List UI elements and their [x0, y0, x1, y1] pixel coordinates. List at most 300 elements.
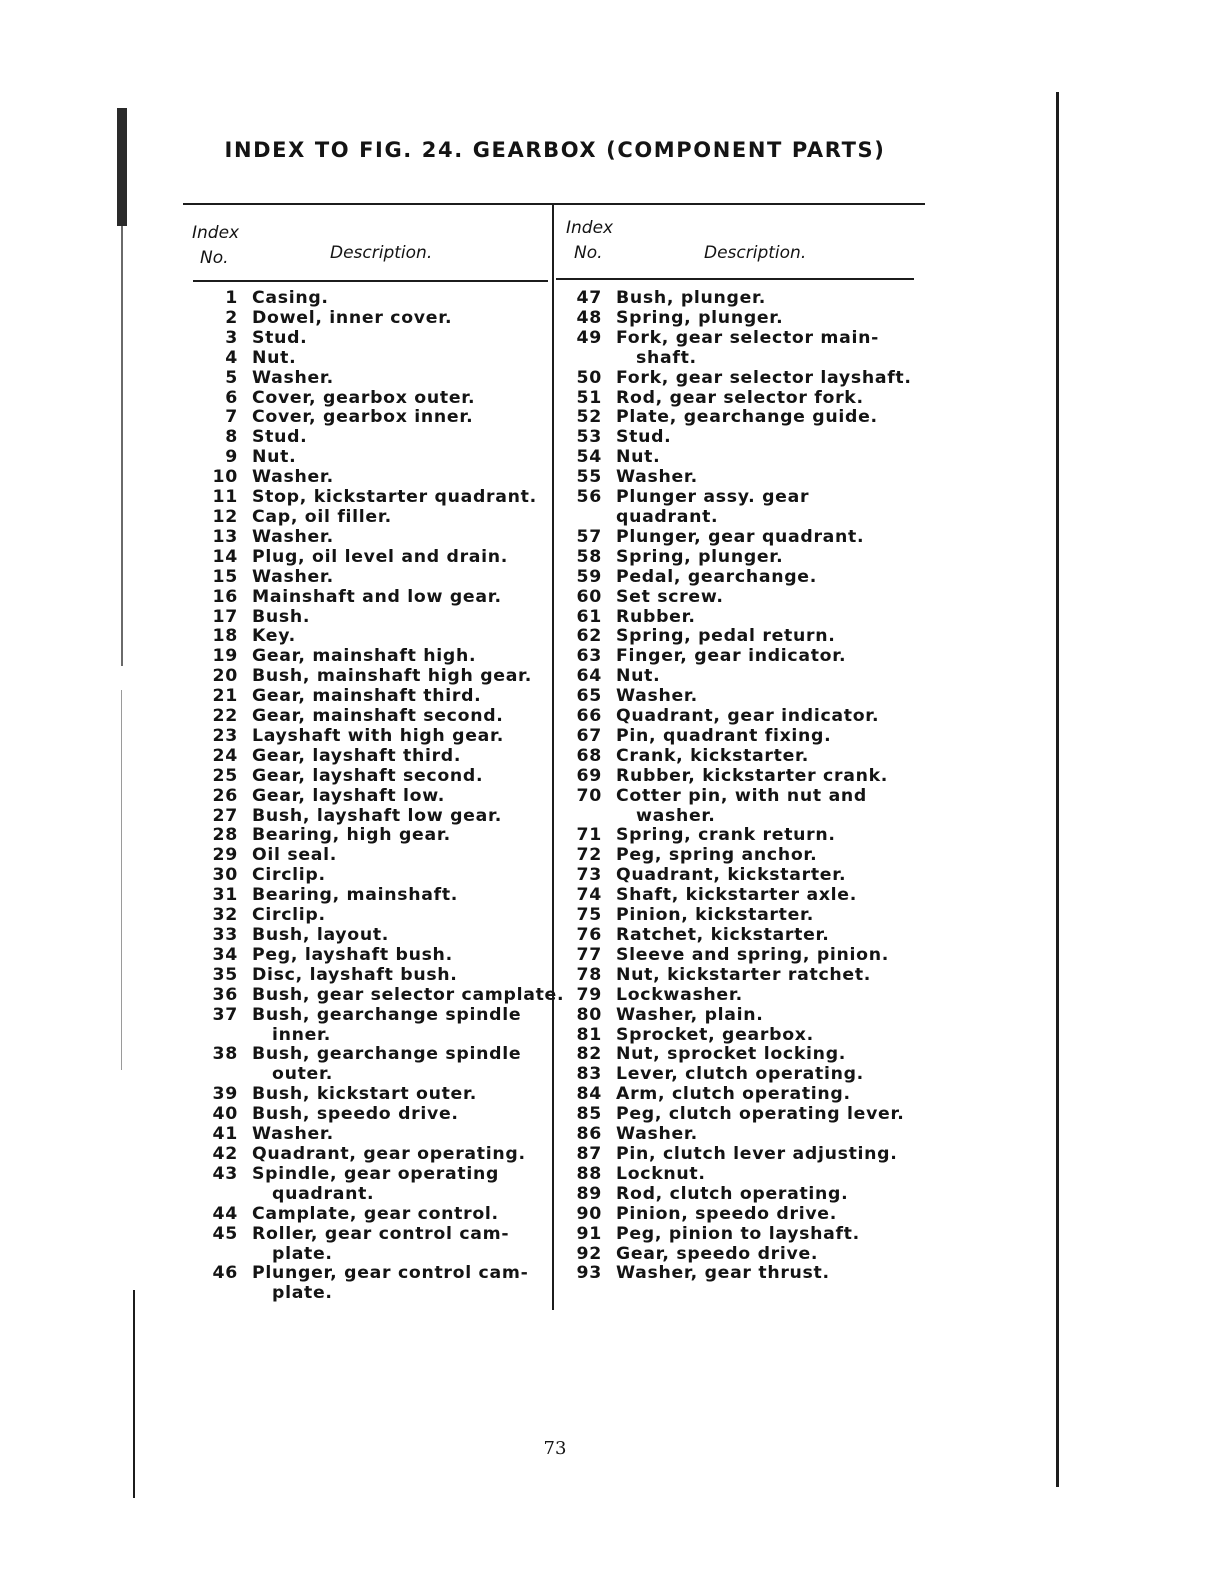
part-index-number: 7 — [225, 407, 238, 428]
part-description: Bush, gearchange spindle — [252, 1044, 522, 1065]
part-row — [190, 767, 570, 787]
part-index-number: 1 — [225, 288, 238, 308]
part-row — [190, 866, 570, 886]
part-index-number — [554, 349, 616, 369]
part-row — [554, 767, 914, 787]
part-index-number: 70 — [576, 785, 602, 806]
part-row — [554, 727, 914, 747]
part-row — [190, 1006, 570, 1026]
part-row — [554, 906, 914, 926]
part-description: Nut, sprocket locking. — [616, 1044, 847, 1065]
part-index-number: 46 — [212, 1263, 238, 1284]
part-row — [190, 647, 570, 667]
part-index-number: 85 — [576, 1104, 602, 1125]
part-description: Spring, plunger. — [616, 546, 784, 567]
part-row — [190, 1045, 570, 1065]
part-description: Bush, gear selector camplate. — [252, 984, 565, 1005]
part-description: Nut. — [252, 447, 297, 468]
part-row — [554, 528, 914, 548]
part-description: Gear, speedo drive. — [616, 1243, 819, 1264]
part-row — [190, 1205, 570, 1225]
part-index-number: 45 — [212, 1223, 238, 1244]
part-description: Nut. — [616, 666, 661, 687]
part-description: Gear, mainshaft third. — [252, 686, 482, 707]
part-row — [190, 588, 570, 608]
part-index-number: 81 — [576, 1024, 602, 1045]
part-row — [554, 1085, 914, 1105]
part-row — [190, 727, 570, 747]
part-description: Roller, gear control cam- — [252, 1223, 510, 1244]
part-description: Stud. — [616, 427, 672, 448]
part-row-continuation — [190, 1026, 570, 1046]
part-index-number: 62 — [576, 626, 602, 647]
part-index-number: 92 — [576, 1243, 602, 1264]
part-row-continuation — [190, 1185, 570, 1205]
part-description: outer. — [272, 1064, 333, 1085]
part-description: Gear, layshaft second. — [252, 765, 484, 786]
part-index-number: 74 — [576, 885, 602, 906]
part-index-number: 71 — [576, 825, 602, 846]
binding-edge-mark — [117, 108, 127, 226]
part-description: Shaft, kickstarter axle. — [616, 885, 857, 906]
part-index-number: 26 — [212, 785, 238, 806]
part-index-number: 40 — [212, 1104, 238, 1125]
part-description: Plunger assy. gear quadrant. — [616, 487, 810, 527]
part-index-number: 52 — [576, 407, 602, 428]
part-index-number: 27 — [212, 805, 238, 826]
part-index-number: 50 — [576, 367, 602, 388]
part-index-number: 82 — [576, 1044, 602, 1065]
part-index-number: 35 — [212, 964, 238, 985]
part-row — [554, 647, 914, 667]
part-row — [554, 946, 914, 966]
part-row — [190, 687, 570, 707]
part-row — [190, 468, 570, 488]
part-index-number: 5 — [225, 367, 238, 388]
part-row — [554, 568, 914, 588]
part-index-number: 14 — [212, 546, 238, 567]
part-index-number: 37 — [212, 1004, 238, 1025]
part-description: Cover, gearbox outer. — [252, 387, 476, 408]
part-row-continuation — [554, 349, 914, 369]
part-row — [554, 1264, 914, 1284]
left-description-label: Description. — [330, 243, 433, 263]
part-row-continuation — [190, 1245, 570, 1265]
part-description: plate. — [272, 1283, 333, 1304]
part-index-number: 84 — [576, 1084, 602, 1105]
part-description: Plug, oil level and drain. — [252, 546, 509, 567]
part-description: Quadrant, gear operating. — [252, 1143, 526, 1164]
part-index-number: 68 — [576, 745, 602, 766]
part-row — [190, 667, 570, 687]
part-row — [190, 826, 570, 846]
part-index-number: 48 — [576, 307, 602, 328]
part-description: Peg, layshaft bush. — [252, 944, 453, 965]
part-index-number: 4 — [225, 347, 238, 368]
part-index-number: 6 — [225, 387, 238, 408]
part-description: Bush, kickstart outer. — [252, 1084, 477, 1105]
header-rule-right — [556, 278, 914, 280]
part-row — [554, 289, 914, 309]
page-title: INDEX TO FIG. 24. GEARBOX (COMPONENT PARTS) — [224, 138, 886, 162]
part-description: Gear, mainshaft high. — [252, 646, 477, 667]
part-description: Camplate, gear control. — [252, 1203, 499, 1224]
part-description: Layshaft with high gear. — [252, 725, 505, 746]
part-row — [554, 707, 914, 727]
right-description-label: Description. — [704, 243, 807, 263]
part-description: Set screw. — [616, 586, 724, 607]
part-row — [190, 1165, 570, 1185]
part-row-continuation — [190, 1065, 570, 1085]
part-description: quadrant. — [272, 1183, 375, 1204]
part-description: Arm, clutch operating. — [616, 1084, 851, 1105]
part-description: Lockwasher. — [616, 984, 743, 1005]
part-row — [554, 866, 914, 886]
part-description: Bush, layshaft low gear. — [252, 805, 502, 826]
part-row — [190, 747, 570, 767]
part-row — [190, 309, 570, 329]
part-description: Stop, kickstarter quadrant. — [252, 487, 537, 508]
part-description: Pinion, kickstarter. — [616, 905, 815, 926]
part-description: Stud. — [252, 327, 308, 348]
part-index-number: 75 — [576, 905, 602, 926]
part-index-number: 66 — [576, 706, 602, 727]
part-description: inner. — [272, 1024, 332, 1045]
part-index-number: 86 — [576, 1124, 602, 1145]
part-row — [554, 488, 914, 528]
part-index-number: 12 — [212, 506, 238, 527]
part-row — [554, 1205, 914, 1225]
part-description: Key. — [252, 626, 296, 647]
part-description: Peg, clutch operating lever. — [616, 1104, 905, 1125]
part-description: Nut, kickstarter ratchet. — [616, 964, 872, 985]
part-description: Plunger, gear quadrant. — [616, 526, 865, 547]
part-row — [190, 886, 570, 906]
part-description: Bush, speedo drive. — [252, 1104, 459, 1125]
part-row — [190, 1145, 570, 1165]
part-row — [190, 986, 570, 1006]
part-description: Plate, gearchange guide. — [616, 407, 878, 428]
part-row — [554, 1145, 914, 1165]
part-description: Bush, layout. — [252, 925, 390, 945]
binding-edge-line-lower — [121, 690, 122, 1070]
part-index-number — [554, 807, 616, 827]
part-row — [190, 568, 570, 588]
part-row — [190, 508, 570, 528]
part-index-number: 19 — [212, 646, 238, 667]
part-index-number: 3 — [225, 327, 238, 348]
part-description: Peg, pinion to layshaft. — [616, 1223, 860, 1244]
part-description: Rubber, kickstarter crank. — [616, 765, 889, 786]
part-description: Quadrant, kickstarter. — [616, 865, 847, 886]
part-index-number: 77 — [576, 944, 602, 965]
part-description: shaft. — [636, 347, 697, 368]
part-description: Washer. — [252, 467, 334, 488]
part-description: Plunger, gear control cam- — [252, 1263, 529, 1284]
part-index-number: 49 — [576, 327, 602, 348]
part-index-number: 8 — [225, 427, 238, 448]
part-row — [190, 408, 570, 428]
left-no-label: No. — [200, 248, 229, 268]
part-row — [554, 1105, 914, 1125]
part-index-number: 25 — [212, 765, 238, 786]
part-index-number: 43 — [212, 1163, 238, 1184]
part-index-number: 67 — [576, 725, 602, 746]
part-index-number: 33 — [212, 925, 238, 945]
part-description: Ratchet, kickstarter. — [616, 925, 830, 945]
part-row — [554, 747, 914, 767]
part-description: Pin, quadrant fixing. — [616, 725, 832, 746]
part-description: Washer. — [252, 566, 334, 587]
part-index-number: 73 — [576, 865, 602, 886]
part-index-number: 24 — [212, 745, 238, 766]
part-row — [190, 1105, 570, 1125]
part-description: Casing. — [252, 288, 329, 308]
part-index-number: 54 — [576, 447, 602, 468]
part-description: Washer. — [616, 467, 698, 488]
part-row — [190, 1264, 570, 1284]
part-row — [554, 1006, 914, 1026]
part-row — [190, 807, 570, 827]
part-index-number: 34 — [212, 944, 238, 965]
part-description: Oil seal. — [252, 845, 338, 866]
part-description: Cotter pin, with nut and — [616, 785, 867, 806]
part-description: Pedal, gearchange. — [616, 566, 817, 587]
part-description: Washer. — [616, 686, 698, 707]
part-row — [190, 349, 570, 369]
part-description: Bearing, high gear. — [252, 825, 451, 846]
part-index-number: 59 — [576, 566, 602, 587]
part-row — [554, 1245, 914, 1265]
part-row — [554, 1026, 914, 1046]
part-row — [190, 369, 570, 389]
part-description: Sprocket, gearbox. — [616, 1024, 814, 1045]
part-description: Fork, gear selector layshaft. — [616, 367, 912, 388]
part-row — [190, 488, 570, 508]
part-description: Gear, layshaft third. — [252, 745, 462, 766]
part-description: Bush, mainshaft high gear. — [252, 666, 533, 687]
part-index-number — [190, 1284, 252, 1304]
part-index-number: 57 — [576, 526, 602, 547]
part-index-number: 44 — [212, 1203, 238, 1224]
part-row — [554, 787, 914, 807]
part-row — [554, 329, 914, 349]
part-description: Cover, gearbox inner. — [252, 407, 474, 428]
part-description: Rubber. — [616, 606, 696, 627]
part-row — [190, 926, 570, 946]
part-row — [554, 966, 914, 986]
right-index-label: Index — [566, 218, 614, 238]
part-row-continuation — [554, 807, 914, 827]
part-index-number: 30 — [212, 865, 238, 886]
part-row — [554, 1165, 914, 1185]
part-description: Washer, plain. — [616, 1004, 764, 1025]
part-index-number: 16 — [212, 586, 238, 607]
part-description: Peg, spring anchor. — [616, 845, 818, 866]
part-description: Nut. — [252, 347, 297, 368]
part-row — [554, 826, 914, 846]
part-row — [190, 448, 570, 468]
part-index-number: 29 — [212, 845, 238, 866]
part-description: Pinion, speedo drive. — [616, 1203, 837, 1224]
part-row — [554, 428, 914, 448]
part-row — [554, 986, 914, 1006]
part-index-number: 51 — [576, 387, 602, 408]
binding-edge-line — [121, 226, 123, 666]
part-row — [554, 608, 914, 628]
part-index-number: 42 — [212, 1143, 238, 1164]
part-row-continuation — [190, 1284, 570, 1304]
part-row — [554, 588, 914, 608]
part-index-number: 76 — [576, 925, 602, 945]
part-description: Sleeve and spring, pinion. — [616, 944, 889, 965]
part-index-number: 80 — [576, 1004, 602, 1025]
part-index-number: 72 — [576, 845, 602, 866]
top-rule — [183, 203, 925, 205]
part-row — [190, 906, 570, 926]
part-index-number — [190, 1185, 252, 1205]
part-index-number: 39 — [212, 1084, 238, 1105]
part-row — [190, 289, 570, 309]
part-row — [554, 468, 914, 488]
part-description: Quadrant, gear indicator. — [616, 706, 880, 727]
part-description: Bearing, mainshaft. — [252, 885, 459, 906]
part-description: Stud. — [252, 427, 308, 448]
part-row — [554, 667, 914, 687]
part-description: Crank, kickstarter. — [616, 745, 810, 766]
part-row — [554, 548, 914, 568]
part-description: Fork, gear selector main- — [616, 327, 879, 348]
part-description: Bush. — [252, 606, 311, 627]
part-index-number: 90 — [576, 1203, 602, 1224]
header-rule-left — [193, 280, 548, 282]
part-description: Bush, gearchange spindle — [252, 1004, 522, 1025]
left-index-label: Index — [192, 223, 240, 243]
part-row — [554, 1125, 914, 1145]
part-index-number: 23 — [212, 725, 238, 746]
part-description: Rod, clutch operating. — [616, 1183, 849, 1204]
part-index-number — [190, 1245, 252, 1265]
part-row — [190, 1225, 570, 1245]
part-index-number: 89 — [576, 1183, 602, 1204]
part-row — [554, 389, 914, 409]
part-row — [554, 309, 914, 329]
part-description: Washer. — [252, 1124, 334, 1145]
part-description: Disc, layshaft bush. — [252, 964, 458, 985]
part-description: Circlip. — [252, 905, 326, 926]
part-index-number: 65 — [576, 686, 602, 707]
part-row — [190, 1085, 570, 1105]
part-description: Washer. — [616, 1124, 698, 1145]
part-index-number: 83 — [576, 1064, 602, 1085]
part-index-number — [190, 1026, 252, 1046]
part-row — [190, 548, 570, 568]
part-index-number: 41 — [212, 1124, 238, 1145]
part-description: Cap, oil filler. — [252, 506, 392, 527]
part-index-number: 2 — [225, 307, 238, 328]
part-index-number: 21 — [212, 686, 238, 707]
part-index-number: 63 — [576, 646, 602, 667]
part-row — [554, 408, 914, 428]
part-index-number: 79 — [576, 984, 602, 1005]
part-index-number: 78 — [576, 964, 602, 985]
part-index-number: 36 — [212, 984, 238, 1005]
part-row — [554, 1065, 914, 1085]
part-description: washer. — [636, 805, 716, 826]
right-no-label: No. — [574, 243, 603, 263]
part-index-number: 11 — [212, 487, 238, 508]
part-row — [554, 369, 914, 389]
part-row — [190, 707, 570, 727]
part-row — [190, 608, 570, 628]
part-description: Mainshaft and low gear. — [252, 586, 502, 607]
part-index-number: 10 — [212, 467, 238, 488]
part-row — [190, 946, 570, 966]
part-row — [554, 687, 914, 707]
part-index-number: 13 — [212, 526, 238, 547]
left-margin-line — [133, 1290, 135, 1498]
part-index-number: 31 — [212, 885, 238, 906]
part-description: Spring, pedal return. — [616, 626, 836, 647]
part-index-number: 17 — [212, 606, 238, 627]
part-row — [190, 329, 570, 349]
part-index-number: 32 — [212, 905, 238, 926]
right-parts-list — [554, 289, 914, 1284]
part-description: Finger, gear indicator. — [616, 646, 847, 667]
part-index-number: 56 — [576, 487, 602, 508]
part-description: Nut. — [616, 447, 661, 468]
part-index-number: 60 — [576, 586, 602, 607]
part-row — [190, 428, 570, 448]
part-description: Dowel, inner cover. — [252, 307, 453, 328]
part-index-number: 47 — [576, 288, 602, 308]
part-description: Bush, plunger. — [616, 288, 767, 308]
part-index-number: 58 — [576, 546, 602, 567]
part-index-number: 18 — [212, 626, 238, 647]
part-row — [554, 1045, 914, 1065]
part-row — [554, 1225, 914, 1245]
part-row — [554, 627, 914, 647]
part-row — [190, 787, 570, 807]
part-description: Washer. — [252, 526, 334, 547]
part-description: Gear, mainshaft second. — [252, 706, 504, 727]
part-description: Pin, clutch lever adjusting. — [616, 1143, 898, 1164]
part-description: Locknut. — [616, 1163, 706, 1184]
part-row — [190, 1125, 570, 1145]
part-description: Lever, clutch operating. — [616, 1064, 864, 1085]
part-index-number: 28 — [212, 825, 238, 846]
part-row — [190, 846, 570, 866]
part-row — [190, 528, 570, 548]
part-index-number: 9 — [225, 447, 238, 468]
part-row — [554, 846, 914, 866]
part-row — [554, 1185, 914, 1205]
left-parts-list — [190, 289, 570, 1304]
part-description: Washer. — [252, 367, 334, 388]
part-index-number: 61 — [576, 606, 602, 627]
part-row — [190, 966, 570, 986]
part-index-number — [190, 1065, 252, 1085]
right-margin-line — [1056, 92, 1059, 1487]
part-description: Washer, gear thrust. — [616, 1263, 830, 1284]
part-row — [554, 886, 914, 906]
part-index-number: 55 — [576, 467, 602, 488]
part-index-number: 20 — [212, 666, 238, 687]
part-description: Gear, layshaft low. — [252, 785, 446, 806]
part-row — [190, 389, 570, 409]
part-description: Spindle, gear operating — [252, 1163, 500, 1184]
part-index-number: 87 — [576, 1143, 602, 1164]
